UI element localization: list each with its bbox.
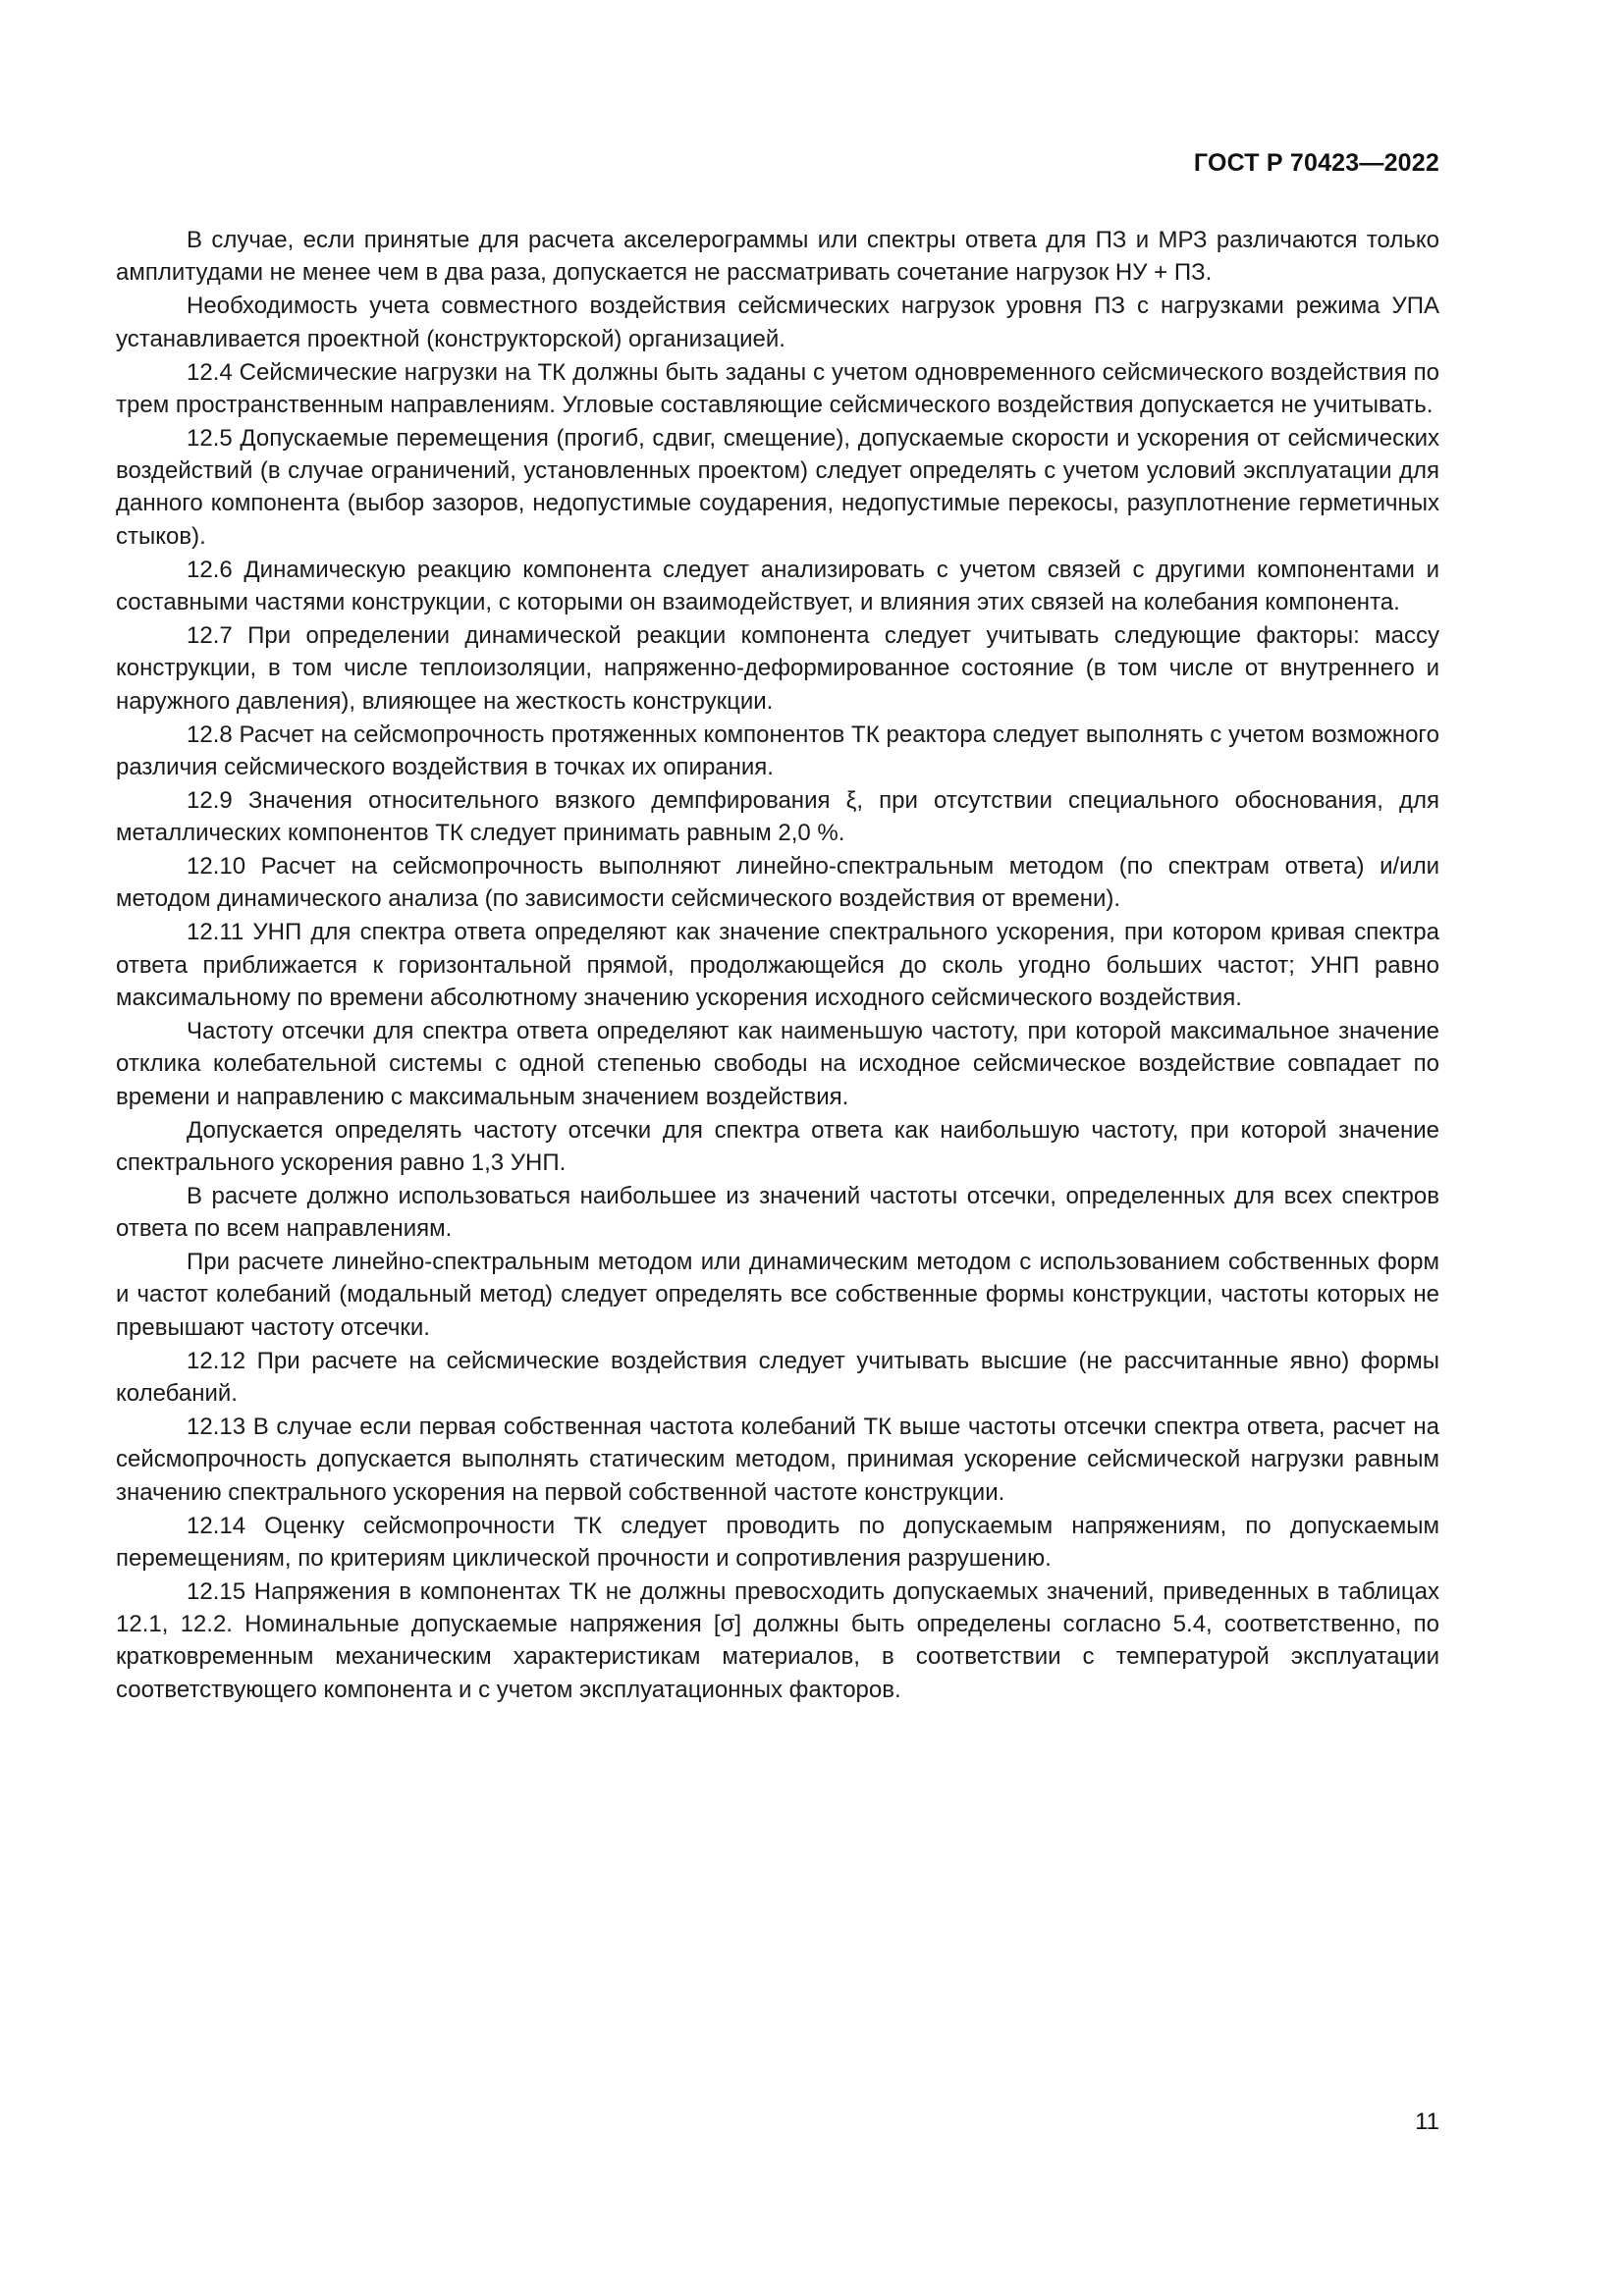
paragraph-12-11: 12.11 УНП для спектра ответа определяют как значение спектрального ускорения, при котором кривая спектра ответа приближается к горизонтальной прямой, продолжающейся до сколь угодно больших частот; УНП равно максимальному по времени абсолютному значению ускорения исходного сейсмического воздействия. bbox=[116, 919, 1439, 1012]
paragraph-12-7: 12.7 При определении динамической реакции компонента следует учитывать следующие факторы: массу конструкции, в том числе теплоизоляции, напряженно-деформированное состояние (в том числе от внутреннего и наружного давления), влияющее на жесткость конструкции. bbox=[116, 622, 1439, 715]
paragraph-12-5: 12.5 Допускаемые перемещения (прогиб, сдвиг, смещение), допускаемые скорости и ускорения от сейсмических воздействий (в случае ограничений, установленных проектом) следует определять с учетом условий эксплуатации для данного компонента (выбор зазоров, недопустимые соударения, недопустимые перекосы, разуплотнение герметичных стыков). bbox=[116, 424, 1439, 550]
paragraph-12-15: 12.15 Напряжения в компонентах ТК не должны превосходить допускаемых значений, приведенных в таблицах 12.1, 12.2. Номинальные допускаемые напряжения [σ] должны быть определены согласно 5.4, соответственно, по кратковременным механическим характеристикам материалов, в соответствии с температурой эксплуатации соответствующего компонента и с учетом эксплуатационных факторов. bbox=[116, 1577, 1439, 1703]
paragraph: В расчете должно использоваться наибольшее из значений частоты отсечки, определенных для всех спектров ответа по всем направлениям. bbox=[116, 1182, 1439, 1243]
paragraph: В случае, если принятые для расчета акселерограммы или спектры ответа для ПЗ и МРЗ различаются только амплитудами не менее чем в два раза, допускается не рассматривать сочетание нагрузок НУ + ПЗ. bbox=[116, 227, 1439, 287]
paragraph-12-4: 12.4 Сейсмические нагрузки на ТК должны быть заданы с учетом одновременного сейсмического воздействия по трем пространственным направлениям. Угловые составляющие сейсмического воздействия допускается не учитывать. bbox=[116, 358, 1439, 418]
paragraph: При расчете линейно-спектральным методом или динамическим методом с использованием собственных форм и частот колебаний (модальный метод) следует определять все собственные формы конструкции, частоты которых не превышают частоту отсечки. bbox=[116, 1249, 1439, 1341]
paragraph: Необходимость учета совместного воздействия сейсмических нагрузок уровня ПЗ с нагрузками режима УПА устанавливается проектной (конструкторской) организацией. bbox=[116, 293, 1439, 352]
document-code: ГОСТ Р 70423—2022 bbox=[1193, 149, 1439, 177]
paragraph-12-14: 12.14 Оценку сейсмопрочности ТК следует проводить по допускаемым напряжениям, по допускаемым перемещениям, по критериям циклической прочности и сопротивления разрушению. bbox=[116, 1512, 1439, 1572]
document-body bbox=[116, 224, 1439, 1706]
page-number: 11 bbox=[1415, 2109, 1439, 2135]
paragraph: Частоту отсечки для спектра ответа определяют как наименьшую частоту, при которой максимальное значение отклика колебательной системы с одной степенью свободы на исходное сейсмическое воздействие совпадает по времени и направлению с максимальным значением воздействия. bbox=[116, 1018, 1439, 1110]
paragraph-12-9: 12.9 Значения относительного вязкого демпфирования ξ, при отсутствии специального обоснования, для металлических компонентов ТК следует принимать равным 2,0 %. bbox=[116, 786, 1439, 847]
paragraph-12-6: 12.6 Динамическую реакцию компонента следует анализировать с учетом связей с другими компонентами и составными частями конструкции, с которыми он взаимодействует, и влияния этих связей на колебания компонента. bbox=[116, 556, 1439, 616]
paragraph-12-13: 12.13 В случае если первая собственная частота колебаний ТК выше частоты отсечки спектра ответа, расчет на сейсмопрочность допускается выполнять статическим методом, принимая ускорение сейсмической нагрузки равным значению спектрального ускорения на первой собственной частоте конструкции. bbox=[116, 1414, 1439, 1506]
paragraph-12-8: 12.8 Расчет на сейсмопрочность протяженных компонентов ТК реактора следует выполнять с учетом возможного различия сейсмического воздействия в точках их опирания. bbox=[116, 721, 1439, 780]
paragraph-12-12: 12.12 При расчете на сейсмические воздействия следует учитывать высшие (не рассчитанные явно) формы колебаний. bbox=[116, 1347, 1439, 1408]
paragraph: Допускается определять частоту отсечки для спектра ответа как наибольшую частоту, при которой значение спектрального ускорения равно 1,3 УНП. bbox=[116, 1116, 1439, 1176]
paragraph-12-10: 12.10 Расчет на сейсмопрочность выполняют линейно-спектральным методом (по спектрам ответа) и/или методом динамического анализа (по зависимости сейсмического воздействия от времени). bbox=[116, 853, 1439, 913]
